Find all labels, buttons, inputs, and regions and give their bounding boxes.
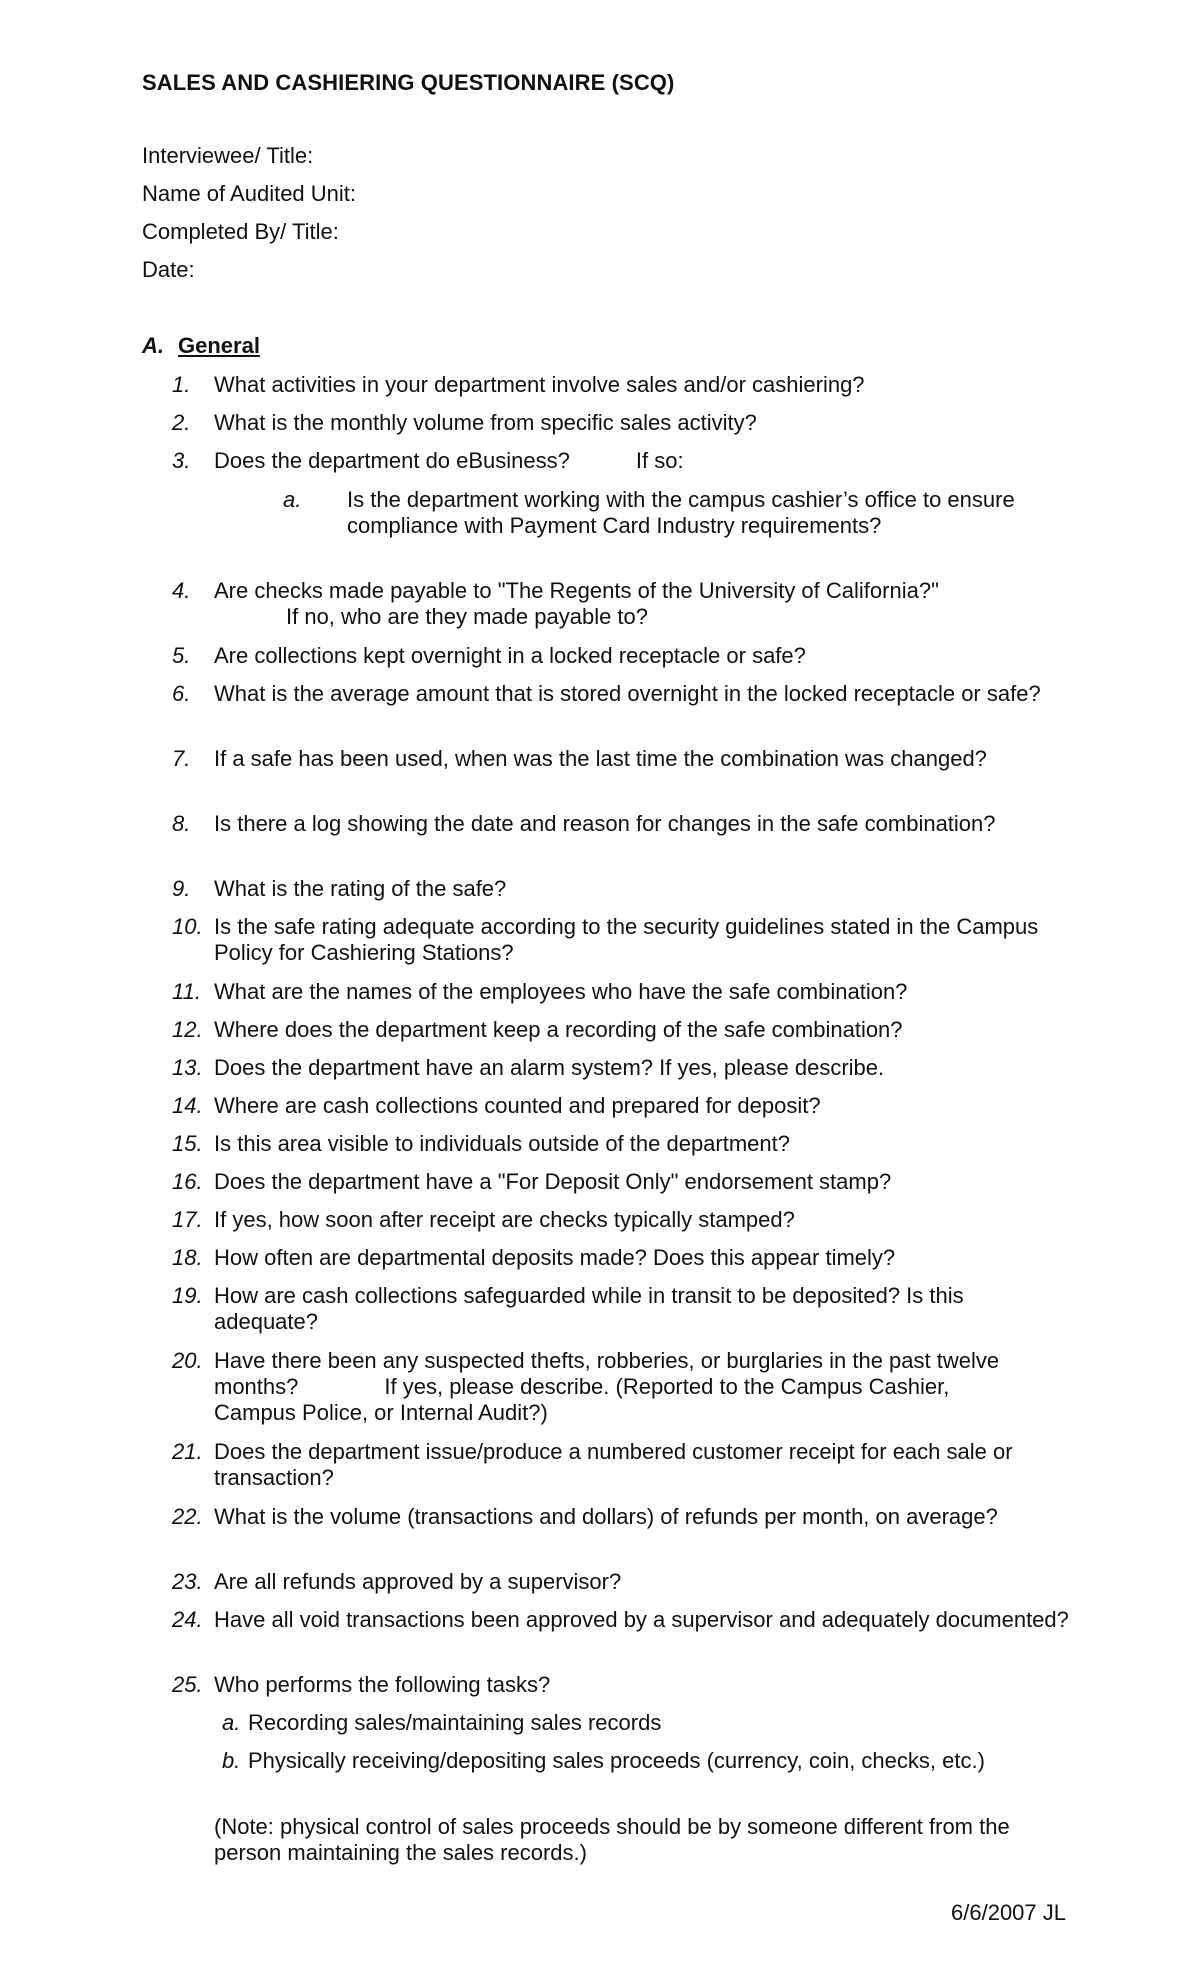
question-text: If yes, how soon after receipt are checks typically stamped? bbox=[214, 1207, 795, 1232]
question-text: Does the department issue/produce a numbered customer receipt for each sale or transaction? bbox=[214, 1439, 1013, 1490]
question-text: Does the department have an alarm system? If yes, please describe. bbox=[214, 1055, 885, 1080]
question-number: 19. bbox=[172, 1283, 203, 1308]
question-18 bbox=[172, 1245, 1072, 1271]
field-interviewee: Interviewee/ Title: bbox=[142, 143, 314, 168]
question-text: Who performs the following tasks? bbox=[214, 1672, 551, 1697]
sub-question-letter: b. bbox=[222, 1748, 241, 1773]
question-20 bbox=[172, 1348, 1072, 1426]
question-number: 20. bbox=[172, 1348, 203, 1373]
question-10 bbox=[172, 914, 1072, 966]
question-number: 3. bbox=[172, 448, 191, 473]
question-number: 11. bbox=[172, 979, 201, 1004]
question-number: 24. bbox=[172, 1607, 203, 1632]
question-21 bbox=[172, 1439, 1072, 1491]
question-number: 15. bbox=[172, 1131, 203, 1156]
document-title: SALES AND CASHIERING QUESTIONNAIRE (SCQ) bbox=[142, 70, 675, 95]
question-15 bbox=[172, 1131, 1072, 1157]
question-number: 18. bbox=[172, 1245, 203, 1270]
question-number: 17. bbox=[172, 1207, 203, 1232]
question-23 bbox=[172, 1569, 1072, 1595]
question-text: Is the safe rating adequate according to the security guidelines stated in the Campus Policy for Cashiering Stations? bbox=[214, 914, 1039, 965]
question-text: What activities in your department involve sales and/or cashiering? bbox=[214, 372, 865, 397]
question-25a bbox=[222, 1710, 1062, 1736]
question-number: 10. bbox=[172, 914, 203, 939]
question-text: What is the monthly volume from specific sales activity? bbox=[214, 410, 757, 435]
sub-question-letter: a. bbox=[283, 487, 302, 512]
footer-date-initials: 6/6/2007 JL bbox=[951, 1900, 1066, 1925]
question-text: Does the department have a "For Deposit Only" endorsement stamp? bbox=[214, 1169, 892, 1194]
section-heading bbox=[142, 333, 260, 359]
question-text: Does the department do eBusiness? bbox=[214, 448, 570, 473]
question-text: Have there been any suspected thefts, robberies, or burglaries in the past twelve bbox=[214, 1348, 1000, 1373]
section-name: General bbox=[178, 333, 260, 358]
sub-question-letter: a. bbox=[222, 1710, 241, 1735]
question-6 bbox=[172, 681, 1072, 707]
question-7 bbox=[172, 746, 1072, 772]
question-number: 16. bbox=[172, 1169, 203, 1194]
question-number: 9. bbox=[172, 876, 191, 901]
question-text-followup: If so: bbox=[635, 448, 684, 473]
question-24 bbox=[172, 1607, 1072, 1633]
field-completed-by: Completed By/ Title: bbox=[142, 219, 339, 244]
question-text: Have all void transactions been approved by a supervisor and adequately documented? bbox=[214, 1607, 1069, 1632]
question-text: If a safe has been used, when was the last time the combination was changed? bbox=[214, 746, 987, 771]
sub-question-text: Physically receiving/depositing sales proceeds (currency, coin, checks, etc.) bbox=[248, 1748, 985, 1773]
question-1 bbox=[172, 372, 1072, 398]
question-25b bbox=[222, 1748, 1082, 1774]
question-text: Is there a log showing the date and reason for changes in the safe combination? bbox=[214, 811, 996, 836]
question-text: Where are cash collections counted and prepared for deposit? bbox=[214, 1093, 821, 1118]
question-number: 12. bbox=[172, 1017, 203, 1042]
question-11 bbox=[172, 979, 1072, 1005]
question-text-line3: Campus Police, or Internal Audit?) bbox=[214, 1400, 548, 1425]
question-text: What are the names of the employees who have the safe combination? bbox=[214, 979, 908, 1004]
question-number: 5. bbox=[172, 643, 191, 668]
question-3 bbox=[172, 448, 1072, 474]
question-16 bbox=[172, 1169, 1072, 1195]
question-number: 21. bbox=[172, 1439, 203, 1464]
question-text-line2b: If yes, please describe. (Reported to the Campus Cashier, bbox=[384, 1374, 950, 1399]
question-number: 4. bbox=[172, 578, 191, 603]
question-text-line2a: months? bbox=[214, 1374, 299, 1399]
question-5 bbox=[172, 643, 1072, 669]
question-3a bbox=[283, 487, 1043, 539]
question-number: 2. bbox=[172, 410, 191, 435]
question-22 bbox=[172, 1504, 1072, 1530]
question-8 bbox=[172, 811, 1072, 837]
question-number: 22. bbox=[172, 1504, 203, 1529]
question-text: Are all refunds approved by a supervisor? bbox=[214, 1569, 622, 1594]
question-text: Is this area visible to individuals outside of the department? bbox=[214, 1131, 790, 1156]
sub-question-text: Is the department working with the campus cashier’s office to ensure compliance with Payment Card Industry requirements? bbox=[347, 487, 1015, 538]
note-text: (Note: physical control of sales proceeds should be by someone different from the person maintaining the sales records.) bbox=[214, 1814, 1010, 1865]
question-text: What is the rating of the safe? bbox=[214, 876, 507, 901]
question-4 bbox=[172, 578, 1072, 630]
question-text: Are checks made payable to "The Regents of the University of California?" bbox=[214, 578, 939, 603]
question-19 bbox=[172, 1283, 1072, 1335]
question-number: 25. bbox=[172, 1672, 203, 1697]
question-14 bbox=[172, 1093, 1072, 1119]
question-text: How often are departmental deposits made? Does this appear timely? bbox=[214, 1245, 896, 1270]
question-12 bbox=[172, 1017, 1072, 1043]
question-number: 13. bbox=[172, 1055, 203, 1080]
question-17 bbox=[172, 1207, 1072, 1233]
question-25 bbox=[172, 1672, 1072, 1698]
question-text: What is the average amount that is stored overnight in the locked receptacle or safe? bbox=[214, 681, 1041, 706]
question-text: What is the volume (transactions and dollars) of refunds per month, on average? bbox=[214, 1504, 998, 1529]
question-13 bbox=[172, 1055, 1072, 1081]
question-2 bbox=[172, 410, 1072, 436]
question-number: 8. bbox=[172, 811, 191, 836]
question-text: Are collections kept overnight in a locked receptacle or safe? bbox=[214, 643, 806, 668]
question-number: 14. bbox=[172, 1093, 203, 1118]
field-audited-unit: Name of Audited Unit: bbox=[142, 181, 357, 206]
question-9 bbox=[172, 876, 1072, 902]
question-number: 1. bbox=[172, 372, 191, 397]
sub-question-text: Recording sales/maintaining sales records bbox=[248, 1710, 662, 1735]
question-text: How are cash collections safeguarded while in transit to be deposited? Is this adequate? bbox=[214, 1283, 964, 1334]
question-number: 7. bbox=[172, 746, 191, 771]
field-date: Date: bbox=[142, 257, 195, 282]
question-text: Where does the department keep a recording of the safe combination? bbox=[214, 1017, 903, 1042]
question-text-followup: If no, who are they made payable to? bbox=[286, 604, 649, 629]
section-letter: A. bbox=[142, 333, 164, 358]
question-number: 6. bbox=[172, 681, 191, 706]
question-number: 23. bbox=[172, 1569, 203, 1594]
